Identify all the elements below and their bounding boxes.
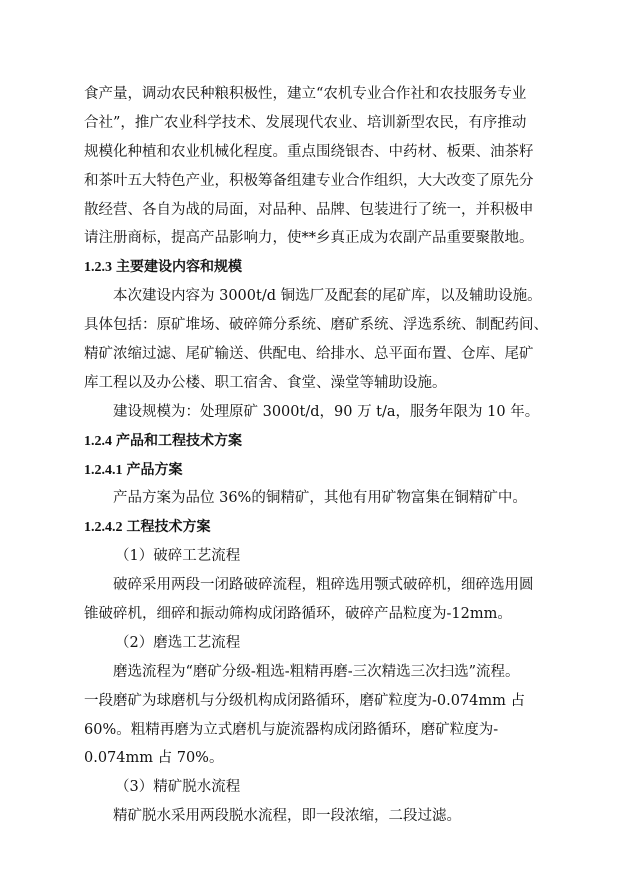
intro-paragraph: [84, 80, 540, 253]
section-heading-1-2-4-1: [84, 456, 540, 485]
construction-content-paragraph: [84, 282, 548, 398]
body-line: 磨选流程为“磨矿分级-粗选-粗精再磨-三次精选三次扫选”流程。: [113, 663, 520, 680]
crushing-paragraph: [84, 571, 540, 629]
section-number: 1.2.3: [84, 260, 112, 276]
dewatering-paragraph: [84, 802, 540, 831]
body-line: 和茶叶五大特色产业，积极筹备组建专业合作组织，大大改变了原先分: [84, 172, 534, 189]
document-page: [84, 80, 548, 831]
item-heading-grinding: （2）磨选工艺流程: [115, 634, 241, 651]
section-number: 1.2.4.2: [84, 520, 123, 536]
item-heading-crushing: （1）破碎工艺流程: [115, 548, 241, 565]
body-line: 破碎采用两段一闭路破碎流程，粗碎选用颚式破碎机，细碎选用圆: [113, 577, 534, 594]
body-line: 食产量，调动农民种粮积极性，建立“农机专业合作社和农技服务专业: [84, 86, 527, 102]
section-number: 1.2.4: [84, 433, 112, 449]
body-line: 本次建设内容为 3000t/d 铜选厂及配套的尾矿库，以及辅助设施。: [113, 288, 542, 305]
body-line: 具体包括：原矿堆场、破碎筛分系统、磨矿系统、浮选系统、制配药间、: [84, 317, 548, 334]
section-title: 产品方案: [126, 461, 183, 478]
grinding-paragraph: [84, 658, 540, 774]
body-line: 精矿脱水采用两段脱水流程，即一段浓缩，二段过滤。: [113, 808, 461, 825]
body-line: 请注册商标，提高产品影响力，使**乡真正成为农副产品重要聚散地。: [84, 230, 534, 247]
item-heading-dewatering: （3）精矿脱水流程: [115, 779, 241, 796]
body-line: 一段磨矿为球磨机与分级机构成闭路循环，磨矿粒度为-0.074mm 占: [84, 692, 526, 709]
body-line: 60%。粗精再磨为立式磨机与旋流器构成闭路循环，磨矿粒度为-: [84, 721, 499, 738]
section-heading-1-2-4-2: [84, 513, 540, 542]
section-number: 1.2.4.1: [84, 462, 123, 478]
body-line: 散经营、各自为战的局面，对品种、品牌、包装进行了统一，并积极申: [84, 201, 534, 218]
body-line: 规模化种植和农业机械化程度。重点围绕银杏、中药材、板栗、油茶籽: [84, 143, 534, 160]
body-line: 0.074mm 占 70%。: [84, 750, 224, 767]
section-heading-1-2-3: [84, 253, 540, 282]
body-line: 合社”，推广农业科学技术、发展现代农业、培训新型农民，有序推动: [84, 114, 527, 131]
construction-scale-paragraph: 建设规模为：处理原矿 3000t/d，90 万 t/a，服务年限为 10 年。: [113, 403, 540, 420]
section-title: 主要建设内容和规模: [116, 259, 242, 276]
section-title: 产品和工程技术方案: [116, 432, 242, 449]
body-line: 精矿浓缩过滤、尾矿输送、供配电、给排水、总平面布置、仓库、尾矿: [84, 346, 534, 363]
body-line: 锥破碎机，细碎和振动筛构成闭路循环，破碎产品粒度为-12mm。: [84, 606, 512, 623]
section-title: 工程技术方案: [126, 519, 211, 536]
product-plan-paragraph: 产品方案为品位 36%的铜精矿，其他有用矿物富集在铜精矿中。: [113, 490, 527, 507]
body-line: 库工程以及办公楼、职工宿舍、食堂、澡堂等辅助设施。: [84, 374, 447, 391]
section-heading-1-2-4: [84, 427, 540, 456]
